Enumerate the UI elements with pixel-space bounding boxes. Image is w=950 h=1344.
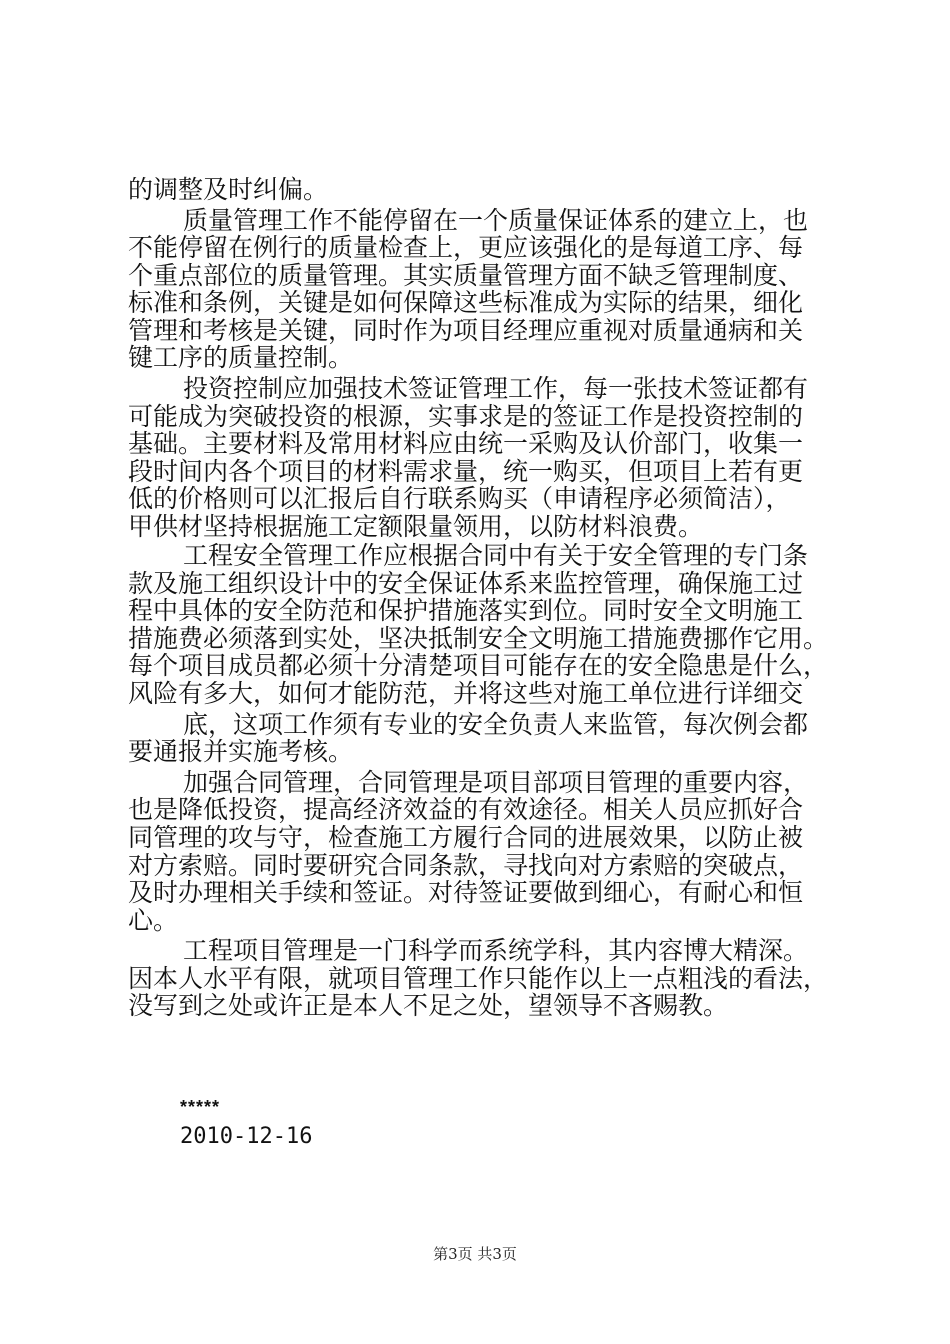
- text-line: 因本人水平有限，就项目管理工作只能作以上一点粗浅的看法，: [128, 964, 829, 993]
- text-line: 没写到之处或许正是本人不足之处，望领导不吝赐教。: [128, 991, 729, 1020]
- text-line: 不能停留在例行的质量检查上，更应该强化的是每道工序、每: [128, 233, 804, 262]
- paragraph-start-line: 加强合同管理，合同管理是项目部项目管理的重要内容，: [183, 768, 809, 797]
- text-line: 个重点部位的质量管理。其实质量管理方面不缺乏管理制度、: [128, 261, 804, 290]
- text-line: 段时间内各个项目的材料需求量，统一购买，但项目上若有更: [128, 457, 804, 486]
- document-date: 2010-12-16: [180, 1124, 313, 1149]
- text-line: 款及施工组织设计中的安全保证体系来监控管理，确保施工过: [128, 569, 804, 598]
- text-line: 对方索赔。同时要研究合同条款，寻找向对方索赔的突破点，: [128, 851, 804, 880]
- text-line: 底，这项工作须有专业的安全负责人来监管，每次例会都: [183, 710, 809, 739]
- text-line: 心。: [128, 906, 179, 935]
- text-line: 要通报并实施考核。: [128, 737, 354, 766]
- text-line: 措施费必须落到实处，坚决抵制安全文明施工措施费挪作它用。: [128, 624, 829, 653]
- text-line: 程中具体的安全防范和保护措施落实到位。同时安全文明施工: [128, 596, 804, 625]
- text-line: 甲供材坚持根据施工定额限量领用，以防材料浪费。: [128, 512, 704, 541]
- text-line: 风险有多大，如何才能防范，并将这些对施工单位进行详细交: [128, 679, 804, 708]
- paragraph-start-line: 质量管理工作不能停留在一个质量保证体系的建立上，也: [183, 206, 809, 235]
- page-footer: 第3页 共3页: [433, 1245, 517, 1263]
- text-line: 可能成为突破投资的根源，实事求是的签证工作是投资控制的: [128, 402, 804, 431]
- paragraph-start-line: 工程安全管理工作应根据合同中有关于安全管理的专门条: [183, 541, 809, 570]
- text-line: 同管理的攻与守，检查施工方履行合同的进展效果，以防止被: [128, 823, 804, 852]
- text-line: 的调整及时纠偏。: [128, 175, 329, 204]
- text-line: 低的价格则可以汇报后自行联系购买（申请程序必须简洁），: [128, 484, 791, 513]
- text-line: 标准和条例，关键是如何保障这些标准成为实际的结果，细化: [128, 288, 804, 317]
- paragraph-start-line: 投资控制应加强技术签证管理工作，每一张技术签证都有: [183, 374, 809, 403]
- text-line: 每个项目成员都必须十分清楚项目可能存在的安全隐患是什么，: [128, 651, 829, 680]
- text-line: 及时办理相关手续和签证。对待签证要做到细心，有耐心和恒: [128, 878, 804, 907]
- author-signature: *****: [180, 1097, 221, 1117]
- text-line: 也是降低投资，提高经济效益的有效途径。相关人员应抓好合: [128, 795, 804, 824]
- text-line: 管理和考核是关键，同时作为项目经理应重视对质量通病和关: [128, 316, 804, 345]
- text-line: 基础。主要材料及常用材料应由统一采购及认价部门，收集一: [128, 429, 804, 458]
- paragraph-start-line: 工程项目管理是一门科学而系统学科，其内容博大精深。: [183, 936, 809, 965]
- text-line: 键工序的质量控制。: [128, 343, 354, 372]
